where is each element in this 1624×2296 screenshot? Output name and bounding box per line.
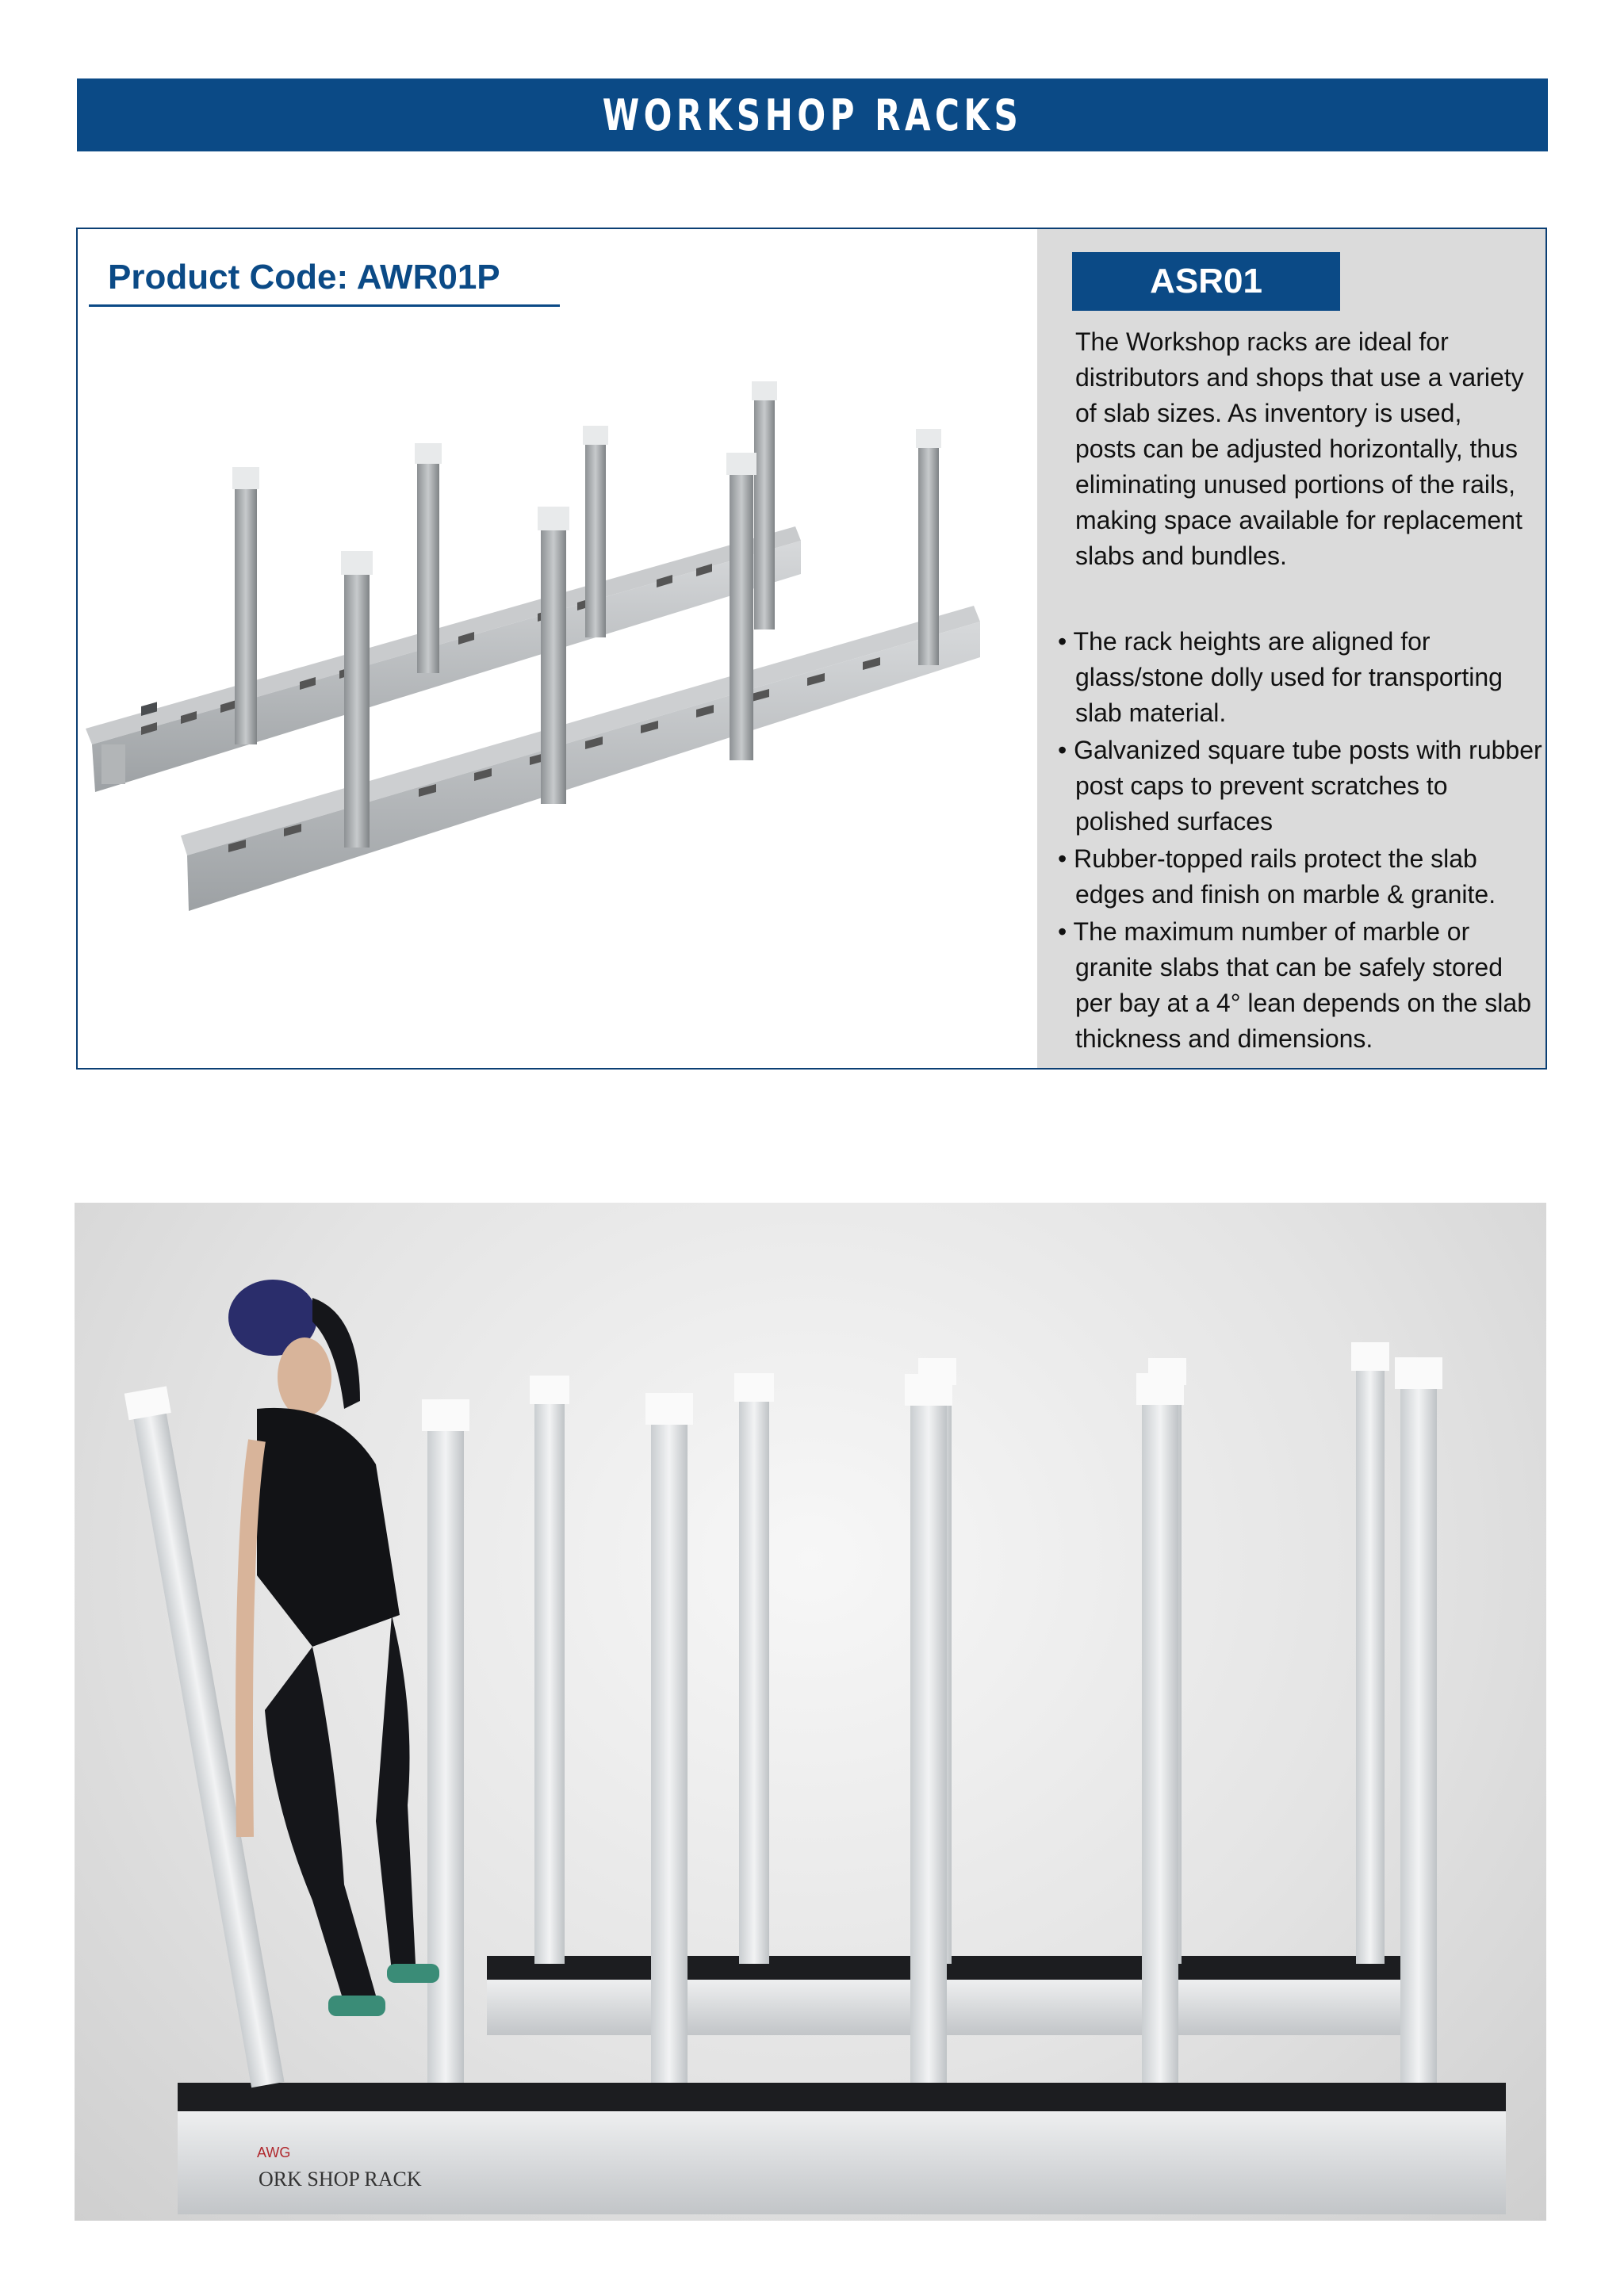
- feature-item: • The maximum number of marble or granite slabs that can be safely stored per bay at a 4° lean depends on the slab thickness and dimensions.: [1053, 914, 1545, 1057]
- model-badge: ASR01: [1072, 252, 1340, 311]
- product-info-panel: [1037, 229, 1547, 1068]
- product-panel: [76, 228, 1547, 1070]
- workshop-rack-product-image: [78, 308, 1037, 1070]
- heading-underline: [89, 304, 560, 307]
- feature-item: • The rack heights are aligned for glass/stone dolly used for transporting slab material.: [1053, 624, 1545, 731]
- page-title: WORKSHOP RACKS: [602, 90, 1023, 140]
- rail-label: ORK SHOP RACK: [259, 2168, 422, 2191]
- rack-in-use-photo: [75, 1203, 1546, 2221]
- product-image-area: [78, 229, 1037, 1068]
- feature-list: [1053, 624, 1545, 1058]
- product-description: The Workshop racks are ideal for distributors and shops that use a variety of slab sizes. As inventory is used, posts can be adjusted horizontally, thus eliminating unused portions of the rails, making space available for replacement slabs and bundles.: [1075, 327, 1524, 570]
- photo-front-rail: [178, 2083, 1506, 2214]
- worker-figure: [228, 1280, 439, 2016]
- product-code-heading: Product Code: AWR01P: [108, 258, 500, 297]
- feature-item: • Rubber-topped rails protect the slab edges and finish on marble & granite.: [1053, 841, 1545, 913]
- page-header-banner: [77, 78, 1548, 151]
- front-rail: [181, 606, 980, 911]
- feature-item: • Galvanized square tube posts with rubber post caps to prevent scratches to polished surfaces: [1053, 733, 1545, 840]
- back-rail: [86, 526, 801, 792]
- brand-mark: AWG: [257, 2145, 291, 2160]
- photo-back-rail: [487, 1956, 1415, 2035]
